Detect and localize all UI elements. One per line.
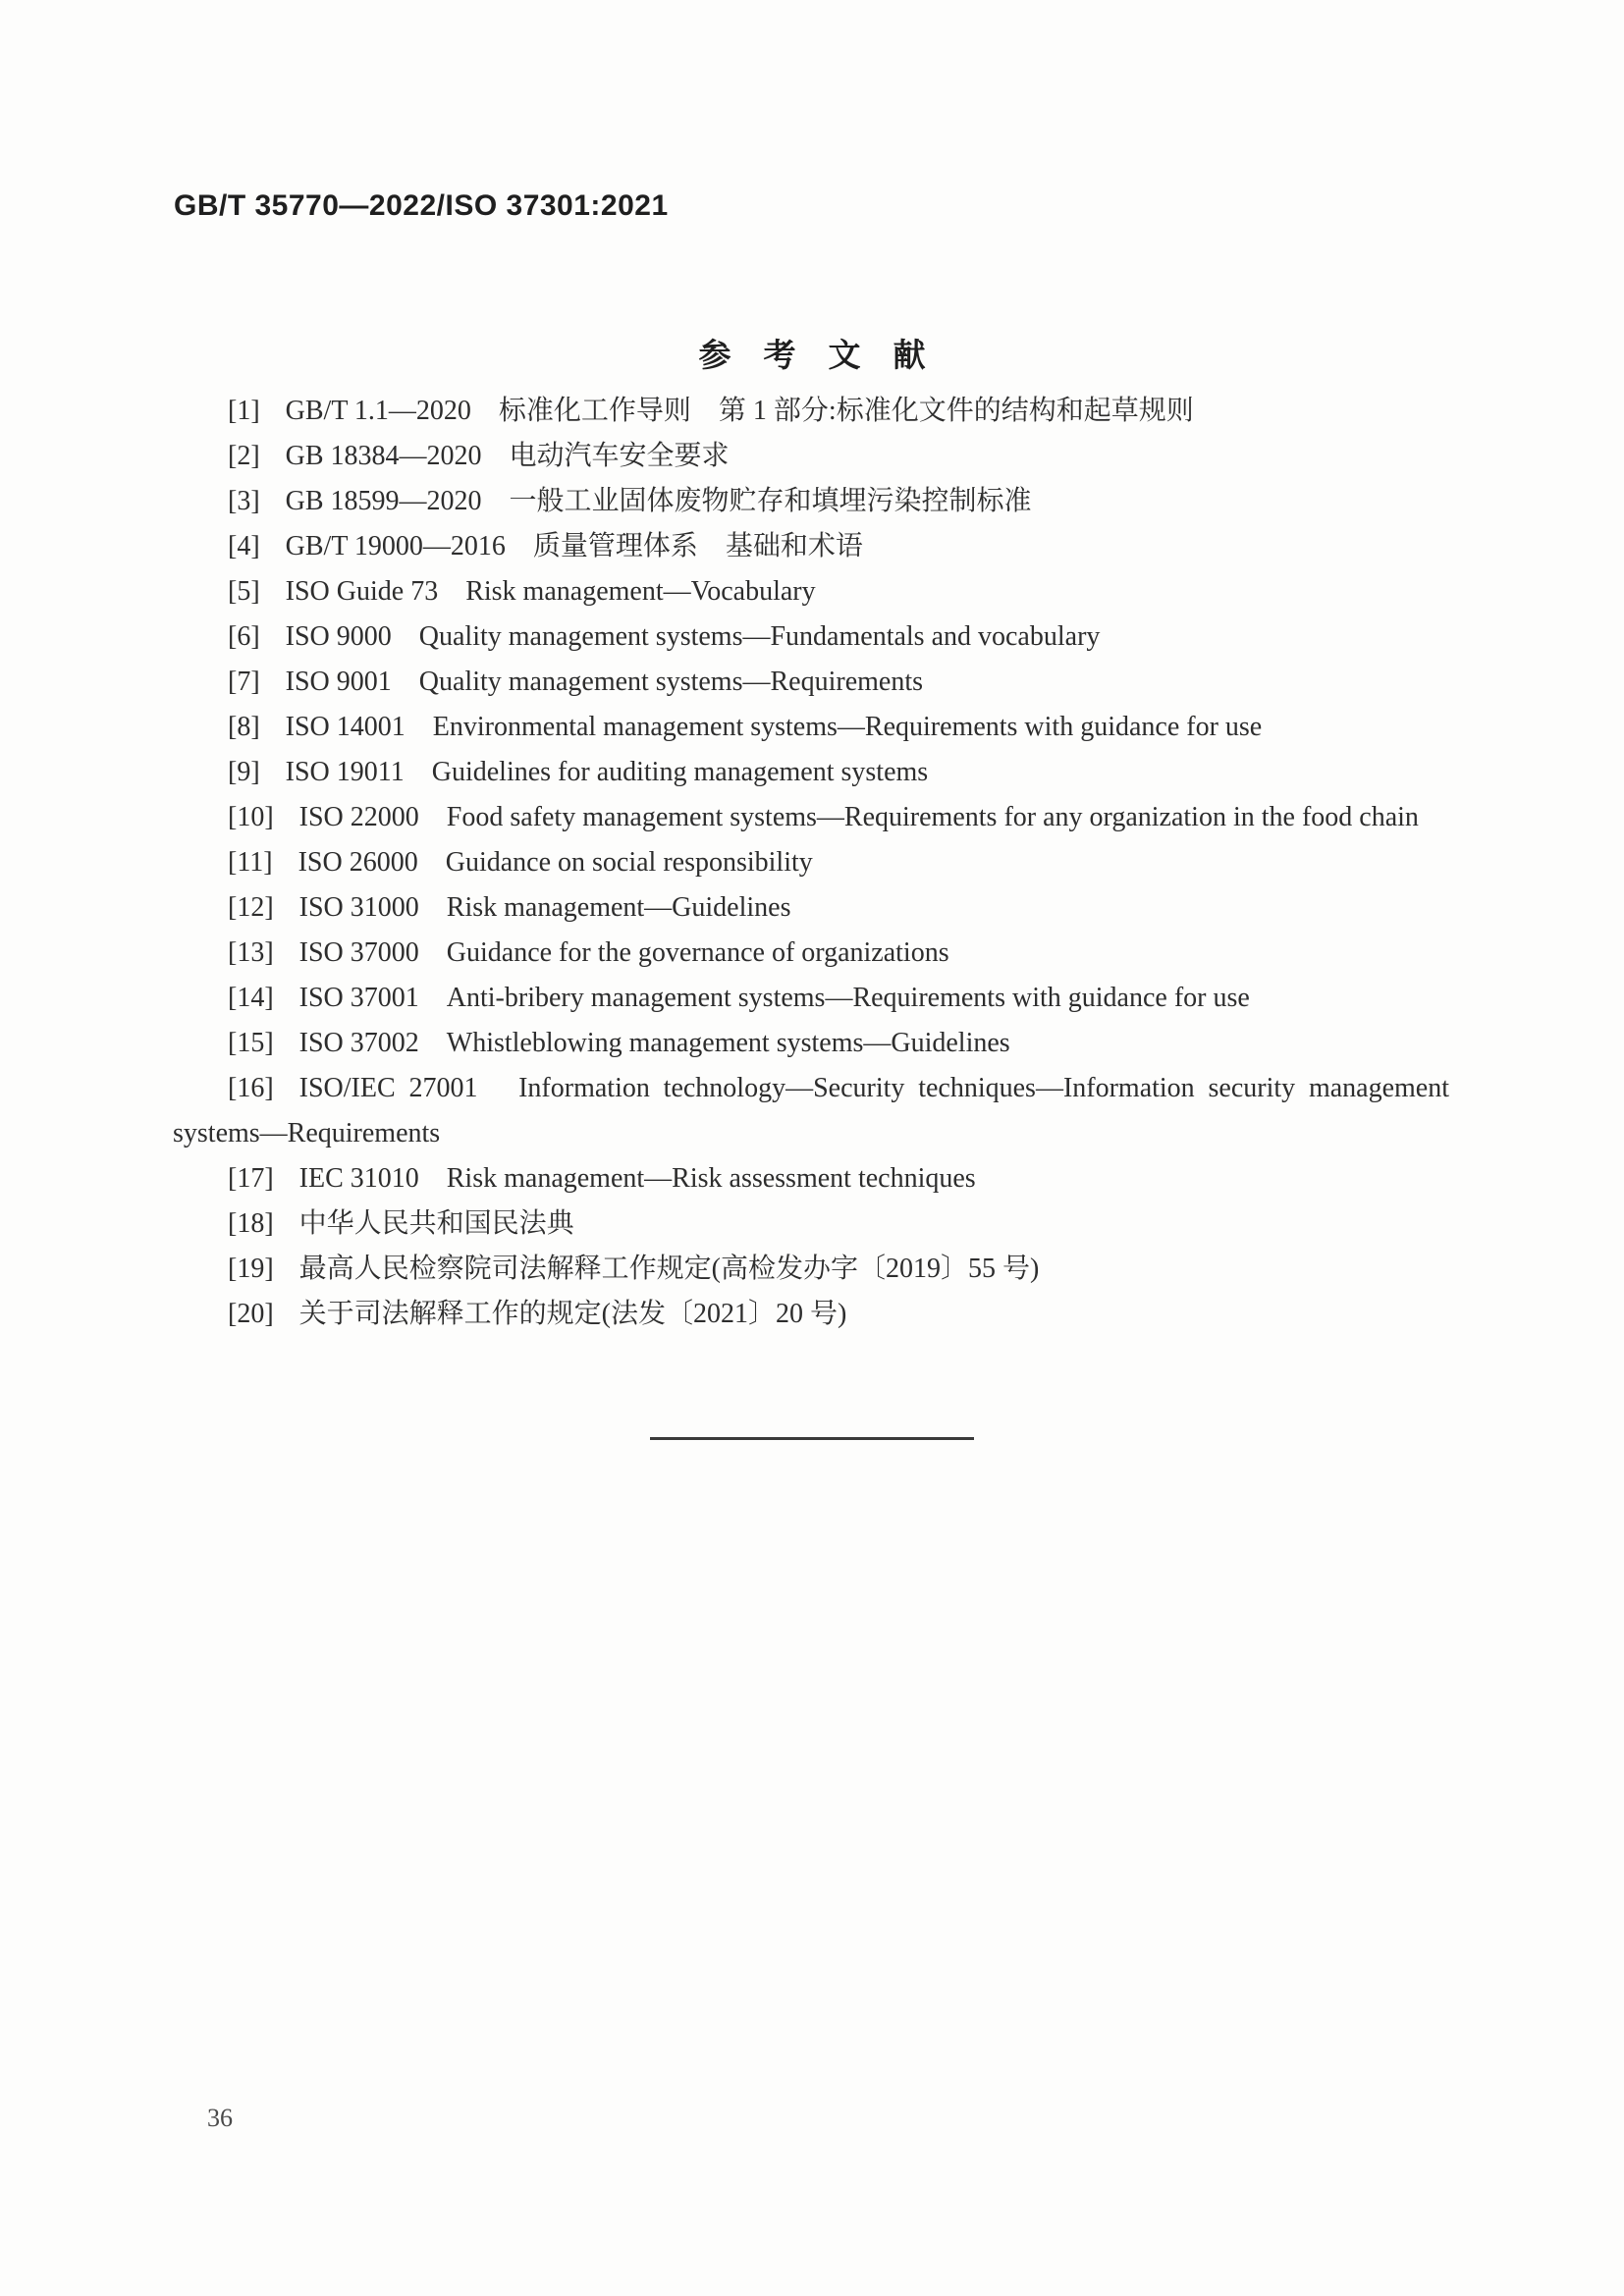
- reference-item: [173, 750, 1449, 795]
- reference-text: GB/T 19000—2016 质量管理体系 基础和术语: [285, 531, 863, 561]
- reference-item: [173, 840, 1449, 885]
- reference-number: [15]: [228, 1028, 274, 1058]
- reference-text: ISO 37001 Anti-bribery management systems—Requirements with guidance for use: [298, 983, 1250, 1013]
- reference-text: 关于司法解释工作的规定(法发〔2021〕20 号): [298, 1299, 847, 1329]
- reference-number: [3]: [228, 486, 260, 516]
- reference-item: [173, 1201, 1449, 1247]
- reference-number: [16]: [228, 1073, 274, 1103]
- reference-text: GB/T 1.1—2020 标准化工作导则 第 1 部分:标准化文件的结构和起草规则: [285, 396, 1194, 426]
- reference-text: 最高人民检察院司法解释工作规定(高检发办字〔2019〕55 号): [298, 1254, 1040, 1284]
- reference-item: [173, 569, 1449, 614]
- references-list: [173, 389, 1449, 1337]
- reference-number: [10]: [228, 802, 274, 832]
- end-of-document-divider: [650, 1437, 974, 1440]
- reference-item: [173, 614, 1449, 660]
- reference-number: [19]: [228, 1254, 274, 1284]
- reference-number: [14]: [228, 983, 274, 1013]
- reference-item: [173, 1156, 1449, 1201]
- reference-item: [173, 389, 1449, 434]
- reference-text: ISO 14001 Environmental management systems—Requirements with guidance for use: [285, 712, 1263, 742]
- reference-text: ISO 26000 Guidance on social responsibility: [298, 847, 813, 878]
- reference-item: [173, 660, 1449, 705]
- reference-number: [4]: [228, 531, 260, 561]
- reference-text: 中华人民共和国民法典: [298, 1208, 574, 1239]
- reference-text: ISO/IEC 27001 Information technology—Security techniques—Information security management systems—Requirements: [173, 1073, 1449, 1148]
- reference-number: [1]: [228, 396, 260, 426]
- reference-number: [7]: [228, 667, 260, 697]
- reference-item: [173, 1066, 1449, 1156]
- page-number: 36: [207, 2104, 233, 2132]
- reference-item: [173, 705, 1449, 750]
- reference-number: [18]: [228, 1208, 274, 1239]
- reference-number: [8]: [228, 712, 260, 742]
- reference-number: [6]: [228, 621, 260, 652]
- reference-text: ISO 31000 Risk management—Guidelines: [298, 892, 791, 923]
- reference-text: ISO 37000 Guidance for the governance of organizations: [298, 937, 949, 968]
- page-title: 参 考 文 献: [698, 337, 926, 373]
- reference-number: [13]: [228, 937, 274, 968]
- reference-item: [173, 1292, 1449, 1337]
- reference-item: [173, 795, 1449, 840]
- reference-text: ISO 37002 Whistleblowing management systems—Guidelines: [298, 1028, 1010, 1058]
- reference-item: [173, 479, 1449, 524]
- reference-text: ISO 22000 Food safety management systems—Requirements for any organization in the food chain: [298, 802, 1419, 832]
- reference-number: [17]: [228, 1163, 274, 1194]
- reference-item: [173, 976, 1449, 1021]
- reference-text: ISO 19011 Guidelines for auditing management systems: [285, 757, 929, 787]
- reference-item: [173, 1021, 1449, 1066]
- reference-text: ISO Guide 73 Risk management—Vocabulary: [285, 576, 816, 607]
- reference-text: GB 18384—2020 电动汽车安全要求: [285, 441, 730, 471]
- reference-item: [173, 1247, 1449, 1292]
- reference-item: [173, 434, 1449, 479]
- reference-item: [173, 524, 1449, 569]
- reference-number: [2]: [228, 441, 260, 471]
- reference-item: [173, 885, 1449, 931]
- reference-item: [173, 931, 1449, 976]
- reference-text: ISO 9000 Quality management systems—Fundamentals and vocabulary: [285, 621, 1101, 652]
- reference-number: [9]: [228, 757, 260, 787]
- reference-text: ISO 9001 Quality management systems—Requirements: [285, 667, 924, 697]
- reference-text: IEC 31010 Risk management—Risk assessment techniques: [298, 1163, 976, 1194]
- reference-number: [11]: [228, 847, 273, 878]
- standard-number-header: GB/T 35770—2022/ISO 37301:2021: [174, 189, 669, 222]
- reference-number: [20]: [228, 1299, 274, 1329]
- reference-text: GB 18599—2020 一般工业固体废物贮存和填埋污染控制标准: [285, 486, 1032, 516]
- reference-number: [12]: [228, 892, 274, 923]
- reference-number: [5]: [228, 576, 260, 607]
